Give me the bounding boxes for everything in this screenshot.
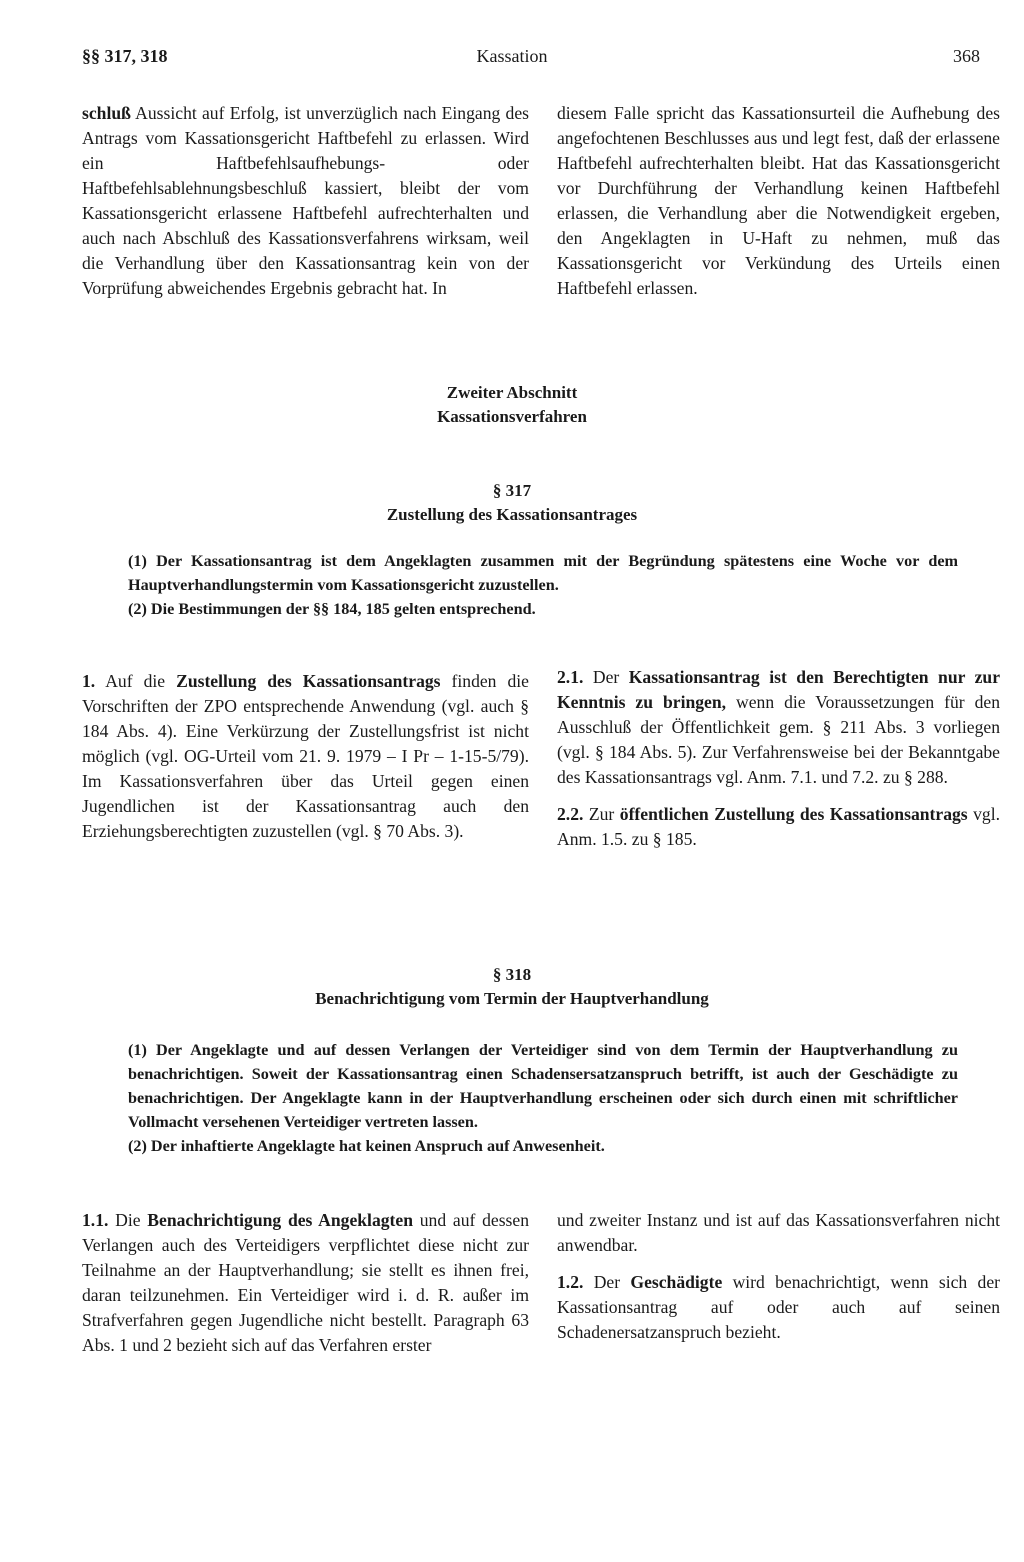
section-heading bbox=[0, 381, 1024, 429]
annotation-2-2 bbox=[557, 802, 1000, 852]
top-right-column bbox=[557, 101, 1000, 301]
bold-run: Benachrichtigung des Angeklagten bbox=[147, 1210, 413, 1230]
bold-run: öffentlichen Zustellung des Kassationsantrags bbox=[619, 804, 968, 824]
annotation-1-2 bbox=[557, 1270, 1000, 1345]
annotation-1-1-continued bbox=[557, 1208, 1000, 1258]
bold-run: 1.2. bbox=[557, 1272, 584, 1292]
section-heading-line2: Kassationsverfahren bbox=[437, 407, 587, 426]
paragraph-317-title: Zustellung des Kassationsantrages bbox=[386, 505, 638, 524]
text-run: Der bbox=[583, 1272, 631, 1292]
top-left-column bbox=[82, 101, 529, 301]
text-run: finden die Vorschriften der ZPO entsprechende Anwendung (vgl. auch § 184 Abs. 4). Eine Verkürzung der Zustellungsfrist ist nicht möglich (vgl. OG-Urteil vom 21. 9. 1979 – I Pr – 1-15-5/79). Im Kassationsverfahren über das Urteil gegen einen Jugendlichen ist der Kassationsantrag auch den Erziehungsberechtigten zuzustellen (vgl. § 70 Abs. 3). bbox=[82, 671, 529, 841]
annotations-318-left bbox=[82, 1208, 529, 1358]
paragraph-318-number: § 318 bbox=[492, 965, 532, 984]
annotations-318-right bbox=[557, 1208, 1000, 1345]
bold-run: 2.2. bbox=[557, 804, 584, 824]
bold-run: 2.1. bbox=[557, 667, 584, 687]
paragraph-318-heading bbox=[0, 963, 1024, 1011]
paragraph-318-law-text bbox=[128, 1038, 958, 1158]
paragraph-318-title: Benachrichtigung vom Termin der Hauptverhandlung bbox=[315, 989, 709, 1008]
law-318-sub1: (1) Der Angeklagte und auf dessen Verlangen der Verteidiger sind von dem Termin der Hauptverhandlung zu benachrichtigen. Soweit der Kassationsantrag einen Schadensersatzanspruch betrifft, ist auch der Geschädigte zu benachrichtigen. Der Angeklagte kann in der Hauptverhandlung erscheinen oder sich durch einen mit schriftlicher Vollmacht versehenen Verteidiger vertreten lassen. bbox=[128, 1041, 958, 1131]
paragraph-317-law-text bbox=[128, 549, 958, 621]
text-run: und auf dessen Verlangen auch des Verteidigers verpflichtet diese nicht zur Teilnahme an der Hauptverhandlung; sie stellt es ihnen frei, daran teilzunehmen. Ein Verteidiger wird i. d. R. außer im Strafverfahren gegen Jugendliche nicht bestellt. Paragraph 63 Abs. 1 und 2 bezieht sich auf das Verfahren erster bbox=[82, 1210, 529, 1355]
text-run: und zweiter Instanz und ist auf das Kassationsverfahren nicht anwendbar. bbox=[557, 1210, 1000, 1255]
text-run: Auf die bbox=[95, 671, 177, 691]
text-run: Aussicht auf Erfolg, ist unverzüglich nach Eingang des Antrags vom Kassationsgericht Haftbefehl zu erlassen. Wird ein Haftbefehlsaufhebungs- oder Haftbefehlsablehnungsbeschluß kassiert, bleibt der vom Kassationsgericht erlassene Haftbefehl aufrechterhalten und auch nach Abschluß des Kassationsverfahrens wirksam, weil die Verhandlung über den Kassationsantrag kein von der Vorprüfung abweichendes Ergebnis gebracht hat. In bbox=[82, 103, 529, 298]
top-right-paragraph: diesem Falle spricht das Kassationsurteil die Aufhebung des angefochtenen Beschlusses aus und legt fest, daß der erlassene Haftbefehl aufrechterhalten bleibt. Hat das Kassationsgericht vor Durchführung der Verhandlung keinen Haftbefehl erlassen, die Verhandlung aber die Notwendigkeit ergeben, den Angeklagten in U-Haft zu nehmen, muß das Kassationsgericht vor Verkündung des Urteils einen Haftbefehl erlassen. bbox=[557, 103, 1000, 298]
page-number: 368 bbox=[953, 46, 980, 66]
bold-run: 1. bbox=[82, 671, 96, 691]
annotation-2-1 bbox=[557, 665, 1000, 790]
bold-run: schluß bbox=[82, 103, 131, 123]
annotation-1-1 bbox=[82, 1208, 529, 1358]
running-head-title: Kassation bbox=[476, 46, 548, 66]
text-run: vgl. Anm. 1.5. zu § 185. bbox=[557, 804, 1001, 849]
annotation-1 bbox=[82, 669, 529, 844]
law-318-sub2: (2) Der inhaftierte Angeklagte hat keinen Anspruch auf Anwesenheit. bbox=[128, 1137, 605, 1155]
bold-run: 1.1. bbox=[82, 1210, 109, 1230]
text-run: Zur bbox=[583, 804, 620, 824]
running-head-sections: §§ 317, 318 bbox=[82, 46, 168, 66]
annotations-317-left bbox=[82, 669, 529, 844]
text-run: Die bbox=[108, 1210, 148, 1230]
section-heading-line1: Zweiter Abschnitt bbox=[446, 383, 578, 402]
paragraph-317-heading bbox=[0, 479, 1024, 527]
text-run: wird benachrichtigt, wenn sich der Kassationsantrag auf oder auch auf seinen Schadenersatzanspruch bezieht. bbox=[557, 1272, 1001, 1342]
paragraph-317-number: § 317 bbox=[492, 481, 532, 500]
bold-run: Zustellung des Kassationsantrags bbox=[176, 671, 441, 691]
text-run: wenn die Voraussetzungen für den Ausschluß der Öffentlichkeit gem. § 211 Abs. 3 vorliegen (vgl. § 184 Abs. 5). Zur Verfahrensweise bei der Bekanntgabe des Kassationsantrags vgl. Anm. 7.1. und 7.2. zu § 288. bbox=[557, 692, 1001, 787]
law-317-sub2: (2) Die Bestimmungen der §§ 184, 185 gelten entsprechend. bbox=[128, 600, 536, 618]
text-run: Der bbox=[583, 667, 629, 687]
annotations-317-right bbox=[557, 665, 1000, 852]
top-left-paragraph bbox=[82, 101, 529, 301]
bold-run: Kassationsantrag ist den Berechtigten nur zur Kenntnis zu bringen, bbox=[557, 667, 1001, 712]
bold-run: Geschädigte bbox=[630, 1272, 723, 1292]
law-317-sub1: (1) Der Kassationsantrag ist dem Angeklagten zusammen mit der Begründung spätestens eine Woche vor dem Hauptverhandlungstermin vom Kassationsgericht zuzustellen. bbox=[128, 552, 958, 594]
